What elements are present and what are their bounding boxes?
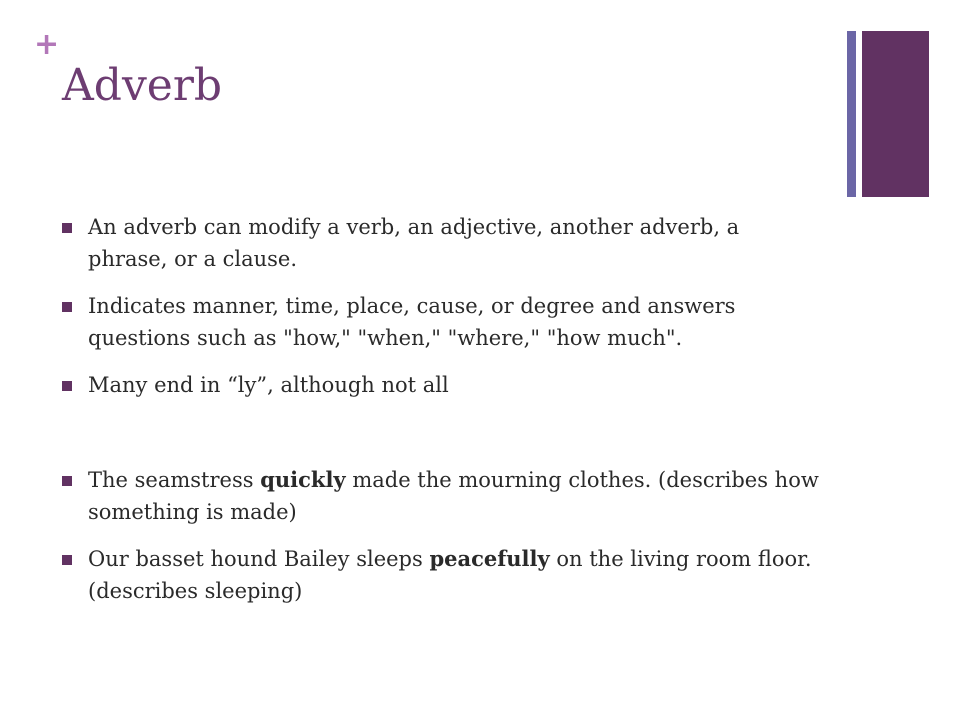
decorative-bar-thick	[862, 31, 929, 197]
bullet-list	[62, 211, 822, 607]
bullet-item	[62, 464, 822, 528]
square-bullet-icon	[62, 223, 72, 233]
bullet-segment: made the mourning clothes. (describes how something is made)	[88, 468, 819, 524]
bullet-segment: Many end in “ly”, although not all	[88, 373, 449, 397]
bullet-text	[88, 468, 819, 524]
bullet-segment: Our basset hound Bailey sleeps	[88, 547, 430, 571]
bold-adverb: quickly	[260, 467, 346, 492]
bold-adverb: peacefully	[429, 546, 550, 571]
slide-title: Adverb	[62, 60, 223, 111]
bullet-segment: Indicates manner, time, place, cause, or degree and answers questions such as "how," "when," "where," "how much".	[88, 294, 736, 350]
bullet-segment: The seamstress	[88, 468, 261, 492]
bullet-item	[62, 369, 822, 401]
square-bullet-icon	[62, 555, 72, 565]
square-bullet-icon	[62, 476, 72, 486]
square-bullet-icon	[62, 381, 72, 391]
bullet-text	[88, 547, 812, 603]
bullet-item	[62, 543, 822, 607]
bullet-text	[88, 373, 449, 397]
decorative-bar-thin	[847, 31, 856, 197]
bullet-segment: An adverb can modify a verb, an adjective, another adverb, a phrase, or a clause.	[88, 215, 740, 271]
plus-icon: +	[34, 27, 60, 62]
bullet-segment: on the living room floor. (describes sleeping)	[88, 547, 812, 603]
bullet-text	[88, 215, 739, 271]
bullet-text	[88, 294, 735, 350]
bullet-item	[62, 211, 822, 275]
bullet-item	[62, 290, 822, 354]
square-bullet-icon	[62, 302, 72, 312]
